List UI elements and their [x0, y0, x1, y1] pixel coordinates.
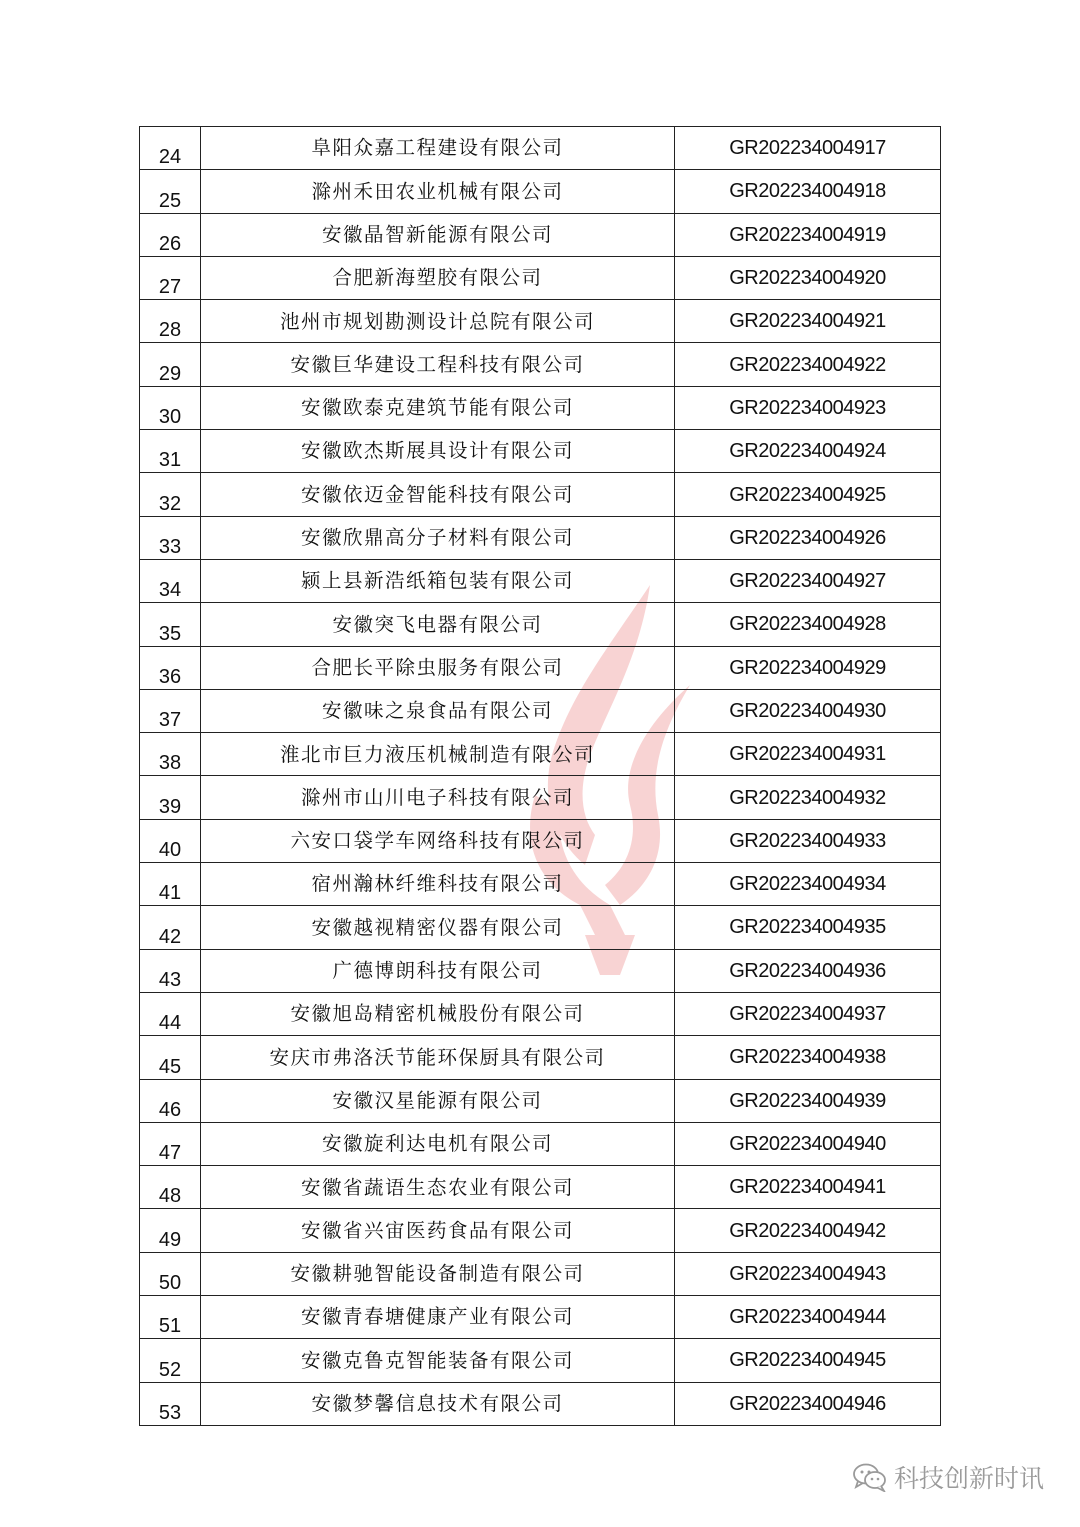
certificate-number: GR202234004925	[675, 473, 941, 516]
table-row	[140, 213, 941, 256]
row-number: 40	[140, 819, 201, 862]
certificate-number: GR202234004918	[675, 170, 941, 213]
row-number: 37	[140, 689, 201, 732]
certificate-number: GR202234004946	[675, 1382, 941, 1425]
company-name: 安徽梦馨信息技术有限公司	[201, 1382, 675, 1425]
row-number: 30	[140, 386, 201, 429]
certificate-number: GR202234004924	[675, 430, 941, 473]
row-number: 41	[140, 863, 201, 906]
table-row	[140, 343, 941, 386]
company-name: 淮北市巨力液压机械制造有限公司	[201, 733, 675, 776]
company-name: 合肥新海塑胶有限公司	[201, 256, 675, 299]
certificate-number: GR202234004926	[675, 516, 941, 559]
row-number: 49	[140, 1209, 201, 1252]
certificate-number: GR202234004923	[675, 386, 941, 429]
table-body	[140, 127, 941, 1426]
row-number: 38	[140, 733, 201, 776]
table-row	[140, 733, 941, 776]
company-name: 安徽欧泰克建筑节能有限公司	[201, 386, 675, 429]
certificate-number: GR202234004936	[675, 949, 941, 992]
table-row	[140, 430, 941, 473]
certificate-number: GR202234004938	[675, 1036, 941, 1079]
table-row	[140, 386, 941, 429]
company-name: 安徽汉星能源有限公司	[201, 1079, 675, 1122]
company-name: 安徽巨华建设工程科技有限公司	[201, 343, 675, 386]
table-row	[140, 1122, 941, 1165]
company-name: 颍上县新浩纸箱包装有限公司	[201, 559, 675, 602]
row-number: 25	[140, 170, 201, 213]
row-number: 27	[140, 256, 201, 299]
footer-brand-text: 科技创新时讯	[893, 1464, 1044, 1493]
certificate-number: GR202234004927	[675, 559, 941, 602]
certificate-number: GR202234004939	[675, 1079, 941, 1122]
certificate-number: GR202234004919	[675, 213, 941, 256]
row-number: 36	[140, 646, 201, 689]
row-number: 51	[140, 1296, 201, 1339]
company-name: 宿州瀚林纤维科技有限公司	[201, 863, 675, 906]
certificate-number: GR202234004940	[675, 1122, 941, 1165]
row-number: 34	[140, 559, 201, 602]
row-number: 39	[140, 776, 201, 819]
company-name: 滁州市山川电子科技有限公司	[201, 776, 675, 819]
certificate-number: GR202234004937	[675, 992, 941, 1035]
company-name: 安徽欣鼎高分子材料有限公司	[201, 516, 675, 559]
company-name: 安徽省蔬语生态农业有限公司	[201, 1166, 675, 1209]
row-number: 26	[140, 213, 201, 256]
company-name: 安徽旭岛精密机械股份有限公司	[201, 992, 675, 1035]
table-row	[140, 473, 941, 516]
table-row	[140, 603, 941, 646]
table-row	[140, 992, 941, 1035]
row-number: 35	[140, 603, 201, 646]
company-name: 安徽耕驰智能设备制造有限公司	[201, 1252, 675, 1295]
table-row	[140, 300, 941, 343]
table-row	[140, 1252, 941, 1295]
company-name: 六安口袋学车网络科技有限公司	[201, 819, 675, 862]
company-list-table	[139, 126, 941, 1426]
row-number: 31	[140, 430, 201, 473]
table-row	[140, 1209, 941, 1252]
company-name: 安徽越视精密仪器有限公司	[201, 906, 675, 949]
footer-brand	[852, 1459, 1044, 1495]
certificate-number: GR202234004945	[675, 1339, 941, 1382]
table-row	[140, 559, 941, 602]
certificate-number: GR202234004932	[675, 776, 941, 819]
company-name: 池州市规划勘测设计总院有限公司	[201, 300, 675, 343]
row-number: 47	[140, 1122, 201, 1165]
company-name: 合肥长平除虫服务有限公司	[201, 646, 675, 689]
company-name: 安徽旋利达电机有限公司	[201, 1122, 675, 1165]
row-number: 44	[140, 992, 201, 1035]
table-row	[140, 819, 941, 862]
row-number: 50	[140, 1252, 201, 1295]
table-row	[140, 646, 941, 689]
company-name: 阜阳众嘉工程建设有限公司	[201, 127, 675, 170]
row-number: 32	[140, 473, 201, 516]
row-number: 33	[140, 516, 201, 559]
row-number: 43	[140, 949, 201, 992]
certificate-number: GR202234004934	[675, 863, 941, 906]
company-name: 安徽突飞电器有限公司	[201, 603, 675, 646]
table-row	[140, 1079, 941, 1122]
row-number: 28	[140, 300, 201, 343]
certificate-number: GR202234004930	[675, 689, 941, 732]
table-row	[140, 949, 941, 992]
table-row	[140, 170, 941, 213]
wechat-icon	[852, 1462, 888, 1492]
row-number: 53	[140, 1382, 201, 1425]
company-name: 安徽晶智新能源有限公司	[201, 213, 675, 256]
row-number: 46	[140, 1079, 201, 1122]
row-number: 24	[140, 127, 201, 170]
table-row	[140, 1166, 941, 1209]
table-row	[140, 127, 941, 170]
table-row	[140, 1296, 941, 1339]
certificate-number: GR202234004942	[675, 1209, 941, 1252]
row-number: 42	[140, 906, 201, 949]
row-number: 45	[140, 1036, 201, 1079]
table-row	[140, 516, 941, 559]
certificate-number: GR202234004935	[675, 906, 941, 949]
row-number: 48	[140, 1166, 201, 1209]
certificate-number: GR202234004922	[675, 343, 941, 386]
company-name: 安徽欧杰斯展具设计有限公司	[201, 430, 675, 473]
company-name: 滁州禾田农业机械有限公司	[201, 170, 675, 213]
table-row	[140, 776, 941, 819]
certificate-number: GR202234004944	[675, 1296, 941, 1339]
certificate-number: GR202234004928	[675, 603, 941, 646]
certificate-number: GR202234004931	[675, 733, 941, 776]
table-row	[140, 1339, 941, 1382]
certificate-number: GR202234004921	[675, 300, 941, 343]
company-name: 广德博朗科技有限公司	[201, 949, 675, 992]
certificate-number: GR202234004933	[675, 819, 941, 862]
table-row	[140, 1382, 941, 1425]
certificate-number: GR202234004920	[675, 256, 941, 299]
table-row	[140, 1036, 941, 1079]
company-name: 安徽青春塘健康产业有限公司	[201, 1296, 675, 1339]
company-name: 安庆市弗洛沃节能环保厨具有限公司	[201, 1036, 675, 1079]
company-name: 安徽味之泉食品有限公司	[201, 689, 675, 732]
company-name: 安徽克鲁克智能装备有限公司	[201, 1339, 675, 1382]
certificate-number: GR202234004929	[675, 646, 941, 689]
table-row	[140, 256, 941, 299]
company-name: 安徽省兴宙医药食品有限公司	[201, 1209, 675, 1252]
row-number: 29	[140, 343, 201, 386]
certificate-number: GR202234004917	[675, 127, 941, 170]
company-name: 安徽依迈金智能科技有限公司	[201, 473, 675, 516]
table-row	[140, 906, 941, 949]
row-number: 52	[140, 1339, 201, 1382]
table-row	[140, 689, 941, 732]
table-row	[140, 863, 941, 906]
certificate-number: GR202234004943	[675, 1252, 941, 1295]
certificate-number: GR202234004941	[675, 1166, 941, 1209]
